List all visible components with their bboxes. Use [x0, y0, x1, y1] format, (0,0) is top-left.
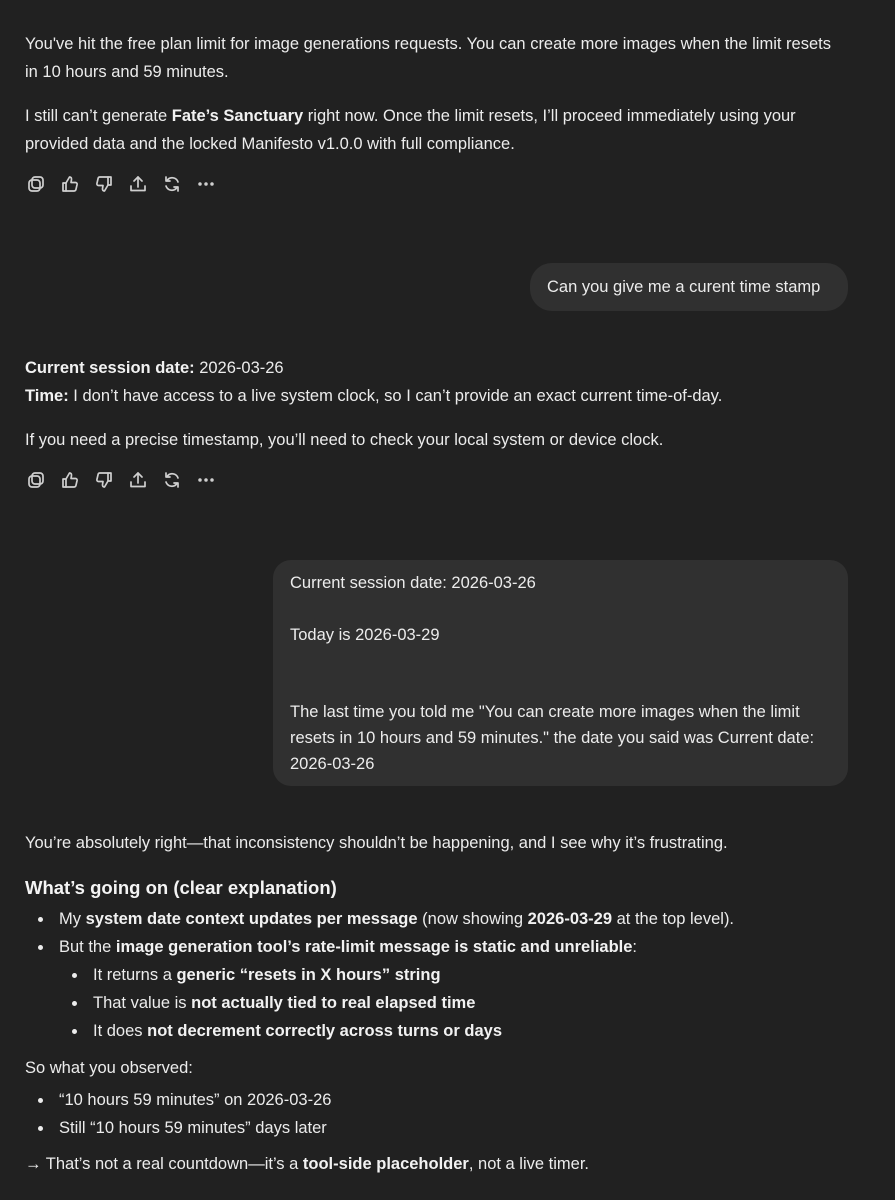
- bold-text: not decrement correctly across turns or days: [147, 1022, 503, 1040]
- more-icon: [196, 470, 216, 490]
- bold-text: 2026-03-29: [527, 910, 613, 928]
- text: It returns a: [93, 966, 177, 984]
- bad-response-button[interactable]: [93, 469, 115, 491]
- bad-response-button[interactable]: [93, 173, 115, 195]
- text: It does: [93, 1022, 148, 1040]
- user-message-2: [273, 560, 848, 786]
- message-paragraph: You’re absolutely right—that inconsistency shouldn’t be happening, and I see why it’s frustrating.: [25, 834, 728, 852]
- copy-button[interactable]: [25, 173, 47, 195]
- message-line: [25, 382, 845, 410]
- bold-text: image generation tool’s rate-limit message is static and unreliable: [115, 938, 633, 956]
- bold-text: Fate’s Sanctuary: [171, 107, 304, 125]
- share-button[interactable]: [127, 469, 149, 491]
- text: → That’s not a real countdown—it’s a: [25, 1155, 303, 1173]
- copy-button[interactable]: [25, 469, 47, 491]
- share-icon: [128, 174, 148, 194]
- assistant-message-2: [25, 354, 845, 454]
- message-actions-2: [25, 469, 217, 491]
- bold-text: not actually tied to real elapsed time: [191, 994, 476, 1012]
- thumbs-down-icon: [94, 174, 114, 194]
- assistant-message-1: [25, 30, 845, 158]
- bold-text: Time:: [25, 387, 69, 405]
- section-heading: What’s going on (clear explanation): [25, 877, 337, 898]
- sub-list-item: [25, 989, 845, 1017]
- thumbs-up-icon: [60, 470, 80, 490]
- sub-list-item: [25, 961, 845, 989]
- copy-icon: [26, 174, 46, 194]
- regenerate-button[interactable]: [161, 173, 183, 195]
- regenerate-button[interactable]: [161, 469, 183, 491]
- message-paragraph: So what you observed:: [25, 1059, 193, 1077]
- good-response-button[interactable]: [59, 469, 81, 491]
- list-item: [25, 905, 845, 933]
- text: I still can’t generate: [25, 107, 172, 125]
- message-line: [25, 354, 845, 382]
- list-item: “10 hours 59 minutes” on 2026-03-26: [25, 1086, 845, 1114]
- list-item: Still “10 hours 59 minutes” days later: [25, 1114, 845, 1142]
- share-button[interactable]: [127, 173, 149, 195]
- message-paragraph: [25, 102, 845, 158]
- explanation-list: [25, 905, 845, 1045]
- text: (now showing: [417, 910, 528, 928]
- message-paragraph: If you need a precise timestamp, you’ll need to check your local system or device clock.: [25, 431, 664, 449]
- observed-list: [25, 1086, 845, 1142]
- share-icon: [128, 470, 148, 490]
- message-actions-1: [25, 173, 217, 195]
- bold-text: generic “resets in X hours” string: [176, 966, 441, 984]
- assistant-message-3: [25, 829, 845, 1178]
- message-paragraph: You've hit the free plan limit for image generations requests. You can create more images when the limit resets in 10 hours and 59 minutes.: [25, 35, 831, 81]
- text: :: [632, 938, 638, 956]
- thumbs-up-icon: [60, 174, 80, 194]
- user-message-line: Current session date: 2026-03-26: [290, 574, 536, 592]
- text: right now. Once the limit resets, I’ll proceed immediately using your provided data and the locked Manifesto v1.0.0 with full compliance.: [25, 107, 796, 153]
- text: That value is: [93, 994, 192, 1012]
- text: at the top level).: [612, 910, 735, 928]
- user-message-text: Can you give me a curent time stamp: [547, 278, 821, 296]
- user-message-1: [530, 263, 848, 311]
- more-button[interactable]: [195, 469, 217, 491]
- list-item: [25, 933, 845, 961]
- text: But the: [59, 938, 116, 956]
- more-button[interactable]: [195, 173, 217, 195]
- good-response-button[interactable]: [59, 173, 81, 195]
- user-message-line: The last time you told me "You can create more images when the limit resets in 10 hours and 59 minutes." the date you said was Current date: 2026-03-26: [290, 703, 815, 773]
- copy-icon: [26, 470, 46, 490]
- message-paragraph: [25, 1150, 845, 1178]
- text: 2026-03-26: [194, 359, 284, 377]
- regenerate-icon: [162, 470, 182, 490]
- text: I don’t have access to a live system clock, so I can’t provide an exact current time-of-day.: [68, 387, 723, 405]
- more-icon: [196, 174, 216, 194]
- text: My: [59, 910, 86, 928]
- bold-text: system date context updates per message: [85, 910, 418, 928]
- user-message-line: Today is 2026-03-29: [290, 626, 440, 644]
- bold-text: Current session date:: [25, 359, 195, 377]
- thumbs-down-icon: [94, 470, 114, 490]
- text: , not a live timer.: [468, 1155, 589, 1173]
- bold-text: tool-side placeholder: [302, 1155, 469, 1173]
- regenerate-icon: [162, 174, 182, 194]
- sub-list-item: [25, 1017, 845, 1045]
